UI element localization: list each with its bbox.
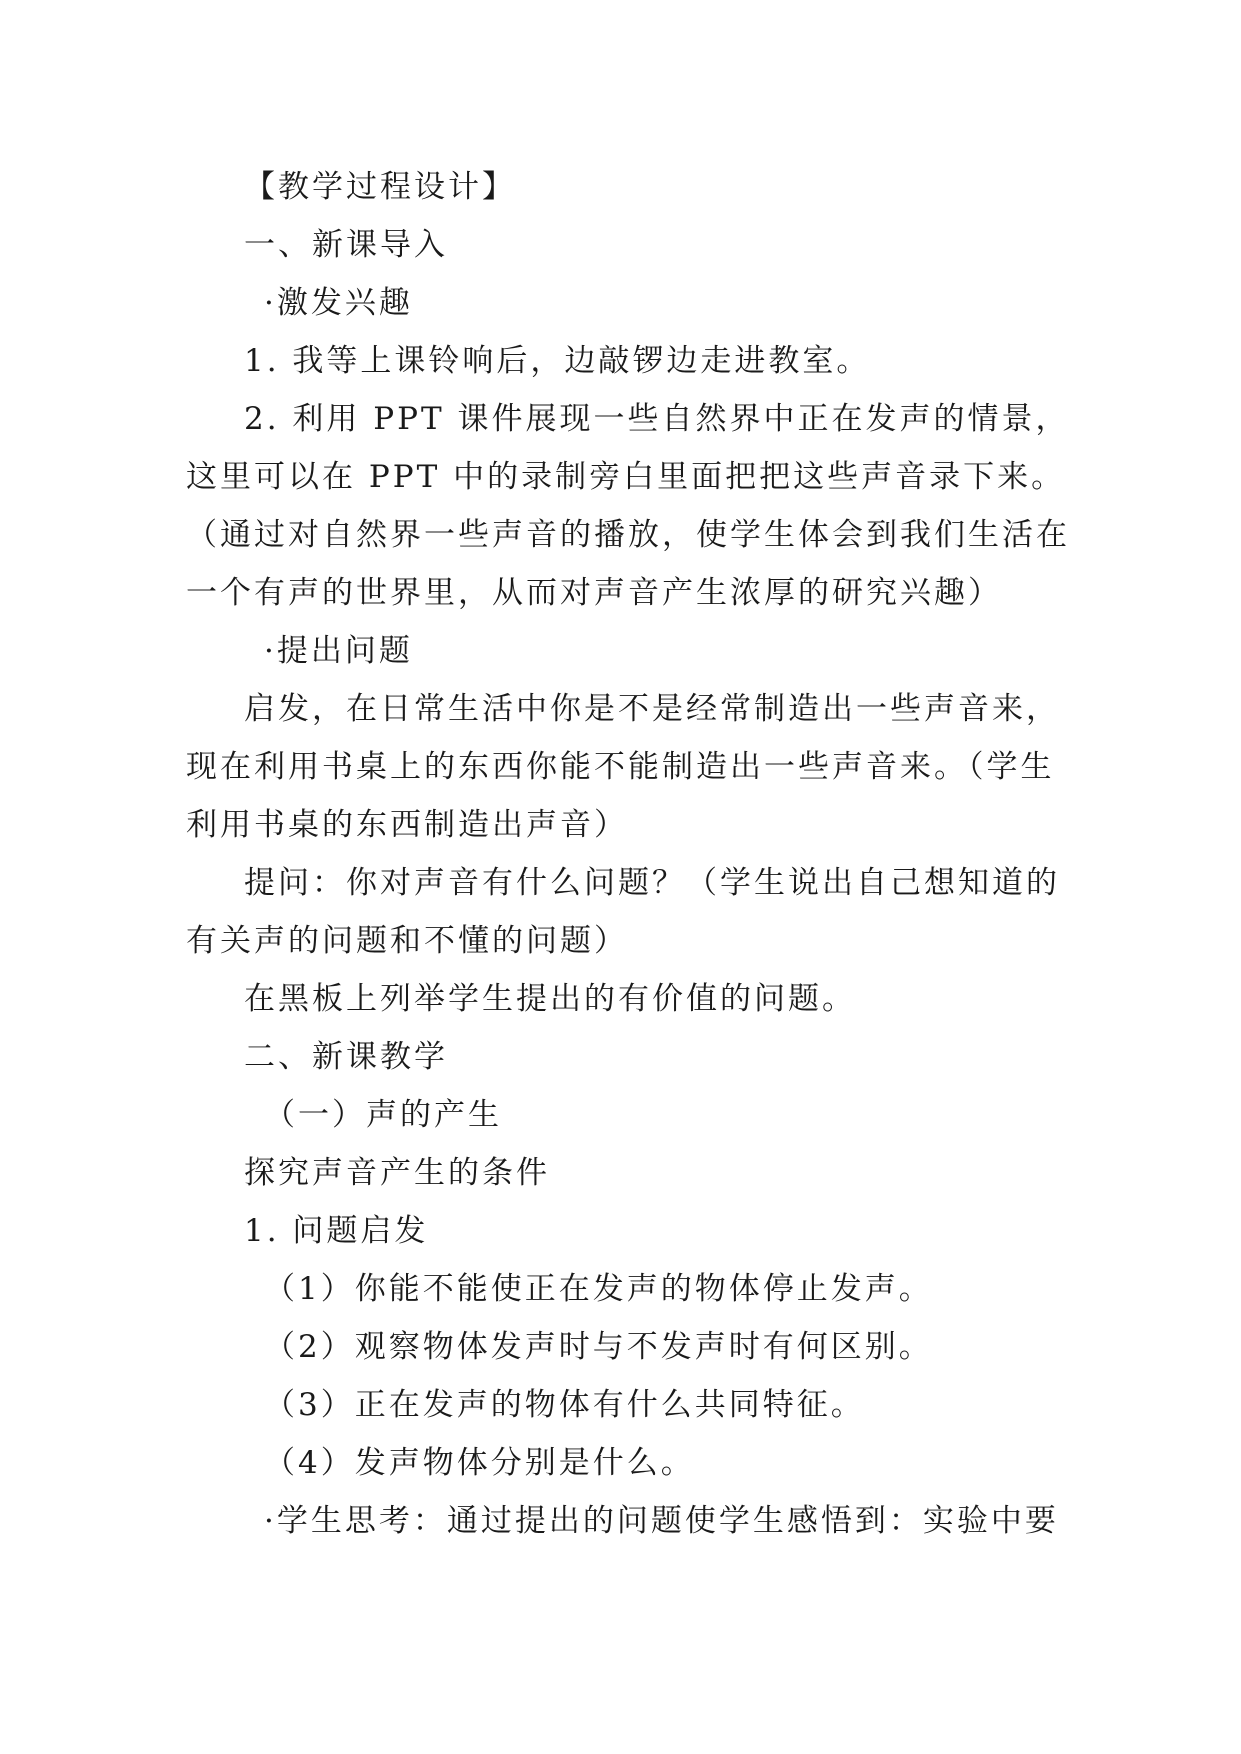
paragraph-line: 利用书桌的东西制造出声音） — [186, 807, 628, 843]
bullet-item: ·激发兴趣 — [264, 285, 413, 321]
numbered-item: （3）正在发声的物体有什么共同特征。 — [264, 1387, 865, 1423]
numbered-item: 2. 利用 PPT 课件展现一些自然界中正在发声的情景， — [244, 401, 1070, 437]
numbered-item: （4）发声物体分别是什么。 — [264, 1445, 695, 1481]
paragraph-line: 有关声的问题和不懂的问题） — [186, 923, 628, 959]
paragraph-line: 探究声音产生的条件 — [244, 1155, 550, 1191]
numbered-item: 1. 我等上课铃响后，边敲锣边走进教室。 — [244, 343, 871, 379]
bullet-item: ·学生思考：通过提出的问题使学生感悟到：实验中要 — [264, 1503, 1059, 1539]
numbered-item: （1）你能不能使正在发声的物体停止发声。 — [264, 1271, 933, 1307]
paragraph-line: 在黑板上列举学生提出的有价值的问题。 — [244, 981, 856, 1017]
paragraph-line: 一个有声的世界里，从而对声音产生浓厚的研究兴趣） — [186, 575, 1002, 611]
numbered-item: 1. 问题启发 — [244, 1213, 429, 1249]
paragraph-line: （通过对自然界一些声音的播放，使学生体会到我们生活在 — [186, 517, 1070, 553]
section-heading: 【教学过程设计】 — [244, 169, 516, 205]
paragraph-line: 现在利用书桌上的东西你能不能制造出一些声音来。（学生 — [186, 749, 1055, 785]
numbered-item: （2）观察物体发声时与不发声时有何区别。 — [264, 1329, 933, 1365]
paragraph-line: 这里可以在 PPT 中的录制旁白里面把把这些声音录下来。 — [186, 459, 1066, 495]
document-body — [186, 158, 1070, 1550]
subsection-heading: （一）声的产生 — [264, 1097, 502, 1133]
paragraph-line: 启发，在日常生活中你是不是经常制造出一些声音来， — [244, 691, 1060, 727]
bullet-item: ·提出问题 — [264, 633, 413, 669]
subsection-heading: 一、新课导入 — [244, 227, 448, 263]
subsection-heading: 二、新课教学 — [244, 1039, 448, 1075]
paragraph-line: 提问：你对声音有什么问题？（学生说出自己想知道的 — [244, 865, 1060, 901]
